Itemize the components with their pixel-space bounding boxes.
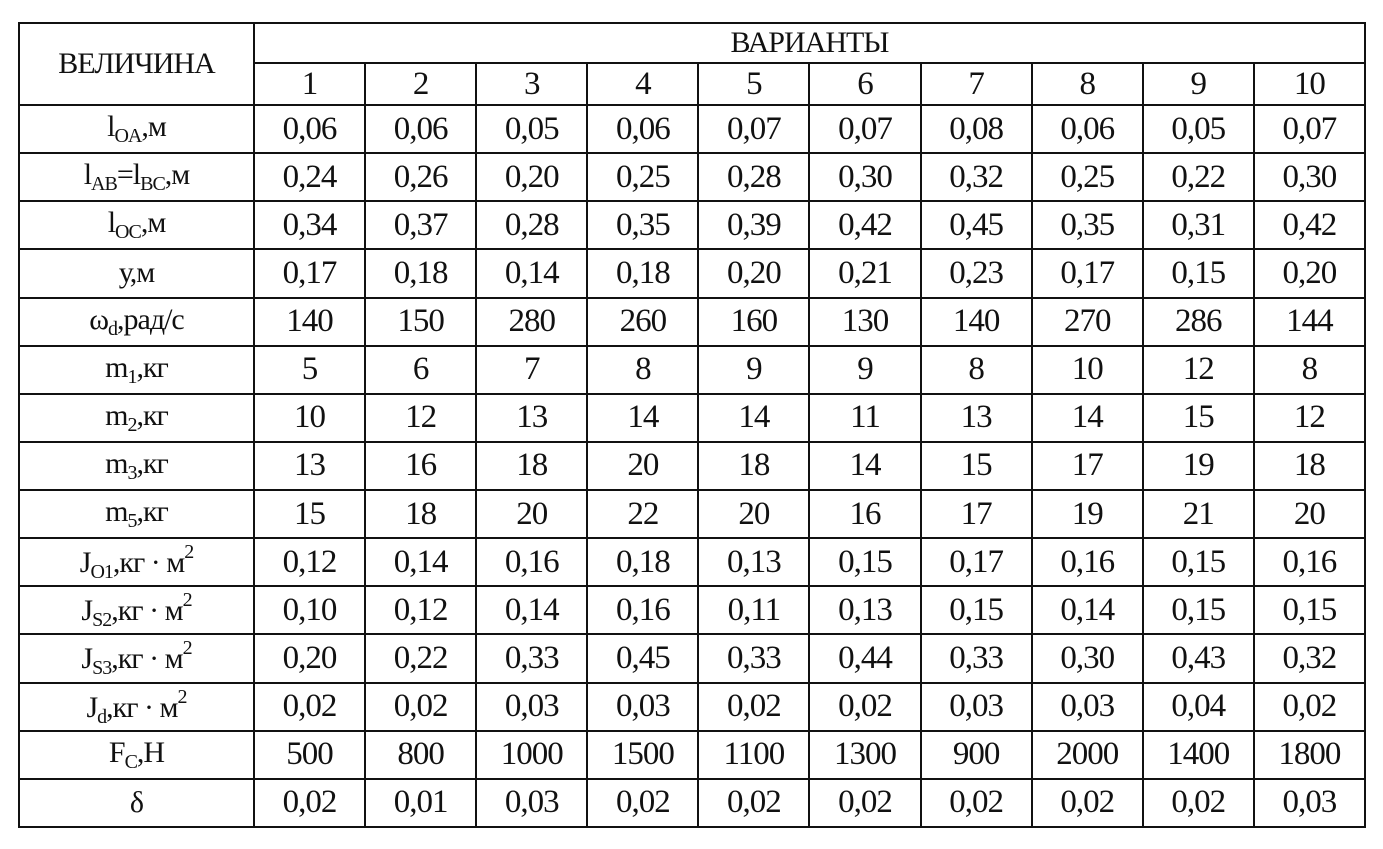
table-cell: 1300 [809,731,920,779]
table-body [19,105,1365,827]
row-label-base: J [86,690,98,724]
table-cell: 20 [587,442,698,490]
row-label-rest-2: ,м [164,158,190,192]
row-label-base: m [105,398,128,432]
variant-number-header: 3 [476,63,587,105]
table-cell: 0,32 [1254,634,1365,682]
table-cell: 13 [254,442,365,490]
variant-number-header: 4 [587,63,698,105]
table-cell: 0,33 [921,634,1032,682]
table-cell: 0,30 [809,153,920,201]
table-cell: 1100 [698,731,809,779]
variants-table [18,22,1366,828]
row-label-subscript: OC [115,221,141,244]
table-cell: 18 [476,442,587,490]
table-cell: 800 [365,731,476,779]
table-cell: 0,05 [1143,105,1254,153]
table-cell: 1800 [1254,731,1365,779]
row-label [19,490,254,538]
variants-table-sheet [18,22,1366,828]
table-cell: 14 [809,442,920,490]
row-label-subscript: C [124,750,137,773]
row-label-base: m [105,495,128,529]
row-label-rest: ,Н [136,735,165,769]
row-label-rest: ,кг · м [106,690,178,724]
row-label-superscript: 2 [182,589,192,612]
table-cell: 0,42 [1254,201,1365,249]
row-label-base: l [107,206,116,240]
row-label-rest: ,кг [136,446,168,480]
table-cell: 0,28 [698,153,809,201]
row-label-base: m [105,350,128,384]
table-cell: 0,15 [1143,538,1254,586]
table-row [19,201,1365,249]
table-cell: 0,18 [365,249,476,297]
row-label-rest: ,м [141,110,166,144]
row-label [19,683,254,731]
table-cell: 0,01 [365,779,476,827]
row-label-subscript: d [97,705,107,728]
table-cell: 19 [1143,442,1254,490]
table-cell: 0,14 [476,249,587,297]
table-cell: 0,21 [809,249,920,297]
table-cell: 16 [809,490,920,538]
table-row [19,249,1365,297]
table-cell: 14 [698,394,809,442]
table-cell: 0,02 [809,779,920,827]
table-cell: 0,13 [698,538,809,586]
table-cell: 15 [254,490,365,538]
table-cell: 19 [1032,490,1143,538]
table-row [19,538,1365,586]
row-label-rest: ,кг [136,495,168,529]
table-cell: 160 [698,298,809,346]
row-label-superscript: 2 [182,637,192,660]
table-cell: 0,30 [1032,634,1143,682]
table-cell: 0,02 [698,683,809,731]
row-label [19,394,254,442]
table-cell: 18 [1254,442,1365,490]
table-cell: 14 [587,394,698,442]
table-cell: 0,22 [365,634,476,682]
table-cell: 0,24 [254,153,365,201]
table-cell: 0,02 [1143,779,1254,827]
row-label-subscript: OA [114,125,142,148]
table-cell: 0,45 [921,201,1032,249]
table-cell: 0,02 [698,779,809,827]
row-label-rest: ,рад/с [117,302,184,336]
row-label-rest: ,кг · м [111,594,183,628]
table-cell: 900 [921,731,1032,779]
row-label-rest: ,кг · м [112,546,185,580]
row-label-subscript: 1 [127,365,137,388]
table-cell: 0,12 [365,586,476,634]
row-label-base: J [79,546,91,580]
table-cell: 0,03 [476,683,587,731]
table-cell: 0,06 [254,105,365,153]
header-row [19,23,1365,63]
table-cell: 0,08 [921,105,1032,153]
table-cell: 0,18 [587,538,698,586]
table-cell: 15 [921,442,1032,490]
table-cell: 20 [1254,490,1365,538]
table-cell: 1500 [587,731,698,779]
table-cell: 0,05 [476,105,587,153]
table-cell: 0,15 [1254,586,1365,634]
table-cell: 11 [809,394,920,442]
table-cell: 0,16 [587,586,698,634]
variant-number-header: 2 [365,63,476,105]
table-cell: 22 [587,490,698,538]
row-label-rest: ,кг · м [111,642,183,676]
table-cell: 8 [1254,346,1365,394]
table-cell: 0,33 [698,634,809,682]
table-cell: 140 [254,298,365,346]
table-cell: 9 [698,346,809,394]
table-cell: 144 [1254,298,1365,346]
table-cell: 2000 [1032,731,1143,779]
row-label-base: J [81,642,93,676]
table-row [19,634,1365,682]
table-cell: 0,14 [476,586,587,634]
variant-number-header: 5 [698,63,809,105]
table-cell: 0,23 [921,249,1032,297]
row-label [19,153,254,201]
row-label [19,298,254,346]
table-cell: 0,15 [1143,586,1254,634]
row-label [19,201,254,249]
table-cell: 0,25 [1032,153,1143,201]
table-cell: 0,10 [254,586,365,634]
table-cell: 0,42 [809,201,920,249]
variant-number-header: 10 [1254,63,1365,105]
table-cell: 0,44 [809,634,920,682]
table-cell: 16 [365,442,476,490]
row-label [19,538,254,586]
table-cell: 7 [476,346,587,394]
table-cell: 0,16 [1032,538,1143,586]
table-cell: 12 [1254,394,1365,442]
table-cell: 12 [1143,346,1254,394]
table-cell: 15 [1143,394,1254,442]
table-cell: 280 [476,298,587,346]
row-label [19,105,254,153]
row-label-base: δ [129,785,144,819]
quantity-column-header: ВЕЛИЧИНА [19,23,254,105]
table-cell: 6 [365,346,476,394]
table-cell: 5 [254,346,365,394]
table-cell: 0,07 [809,105,920,153]
table-cell: 0,16 [1254,538,1365,586]
table-cell: 0,02 [809,683,920,731]
table-cell: 0,31 [1143,201,1254,249]
table-row [19,683,1365,731]
table-cell: 500 [254,731,365,779]
table-cell: 0,18 [587,249,698,297]
row-label-subscript: d [108,317,117,340]
table-cell: 0,26 [365,153,476,201]
table-cell: 0,28 [476,201,587,249]
table-cell: 10 [1032,346,1143,394]
table-row [19,105,1365,153]
table-row [19,442,1365,490]
row-label-base: l [107,110,115,144]
row-label-subscript: S3 [92,657,112,680]
table-cell: 0,32 [921,153,1032,201]
variant-number-header: 9 [1143,63,1254,105]
variant-number-header: 8 [1032,63,1143,105]
table-cell: 0,33 [476,634,587,682]
table-cell: 0,07 [1254,105,1365,153]
table-cell: 0,14 [1032,586,1143,634]
table-cell: 8 [921,346,1032,394]
table-cell: 17 [1032,442,1143,490]
table-cell: 0,14 [365,538,476,586]
table-row [19,490,1365,538]
table-cell: 0,17 [1032,249,1143,297]
table-cell: 0,06 [365,105,476,153]
row-label-base: F [108,735,125,769]
table-cell: 20 [476,490,587,538]
table-row [19,153,1365,201]
table-cell: 18 [698,442,809,490]
table-cell: 20 [698,490,809,538]
table-cell: 286 [1143,298,1254,346]
table-row [19,731,1365,779]
table-cell: 0,35 [587,201,698,249]
table-cell: 12 [365,394,476,442]
table-cell: 140 [921,298,1032,346]
table-cell: 0,04 [1143,683,1254,731]
table-cell: 0,11 [698,586,809,634]
table-cell: 1400 [1143,731,1254,779]
table-cell: 0,15 [809,538,920,586]
table-cell: 0,16 [476,538,587,586]
table-cell: 9 [809,346,920,394]
row-label-base: ω [89,302,108,336]
table-cell: 13 [476,394,587,442]
row-label [19,249,254,297]
table-cell: 0,35 [1032,201,1143,249]
table-cell: 21 [1143,490,1254,538]
table-cell: 0,06 [587,105,698,153]
table-cell: 17 [921,490,1032,538]
table-cell: 0,03 [921,683,1032,731]
table-cell: 0,03 [1032,683,1143,731]
row-label-base: m [105,446,128,480]
table-cell: 150 [365,298,476,346]
table-cell: 0,13 [809,586,920,634]
table-cell: 0,03 [476,779,587,827]
row-label [19,346,254,394]
table-cell: 0,02 [921,779,1032,827]
variant-number-header: 6 [809,63,920,105]
row-label-subscript: 5 [127,510,137,533]
table-row [19,586,1365,634]
table-cell: 0,20 [476,153,587,201]
table-cell: 0,43 [1143,634,1254,682]
table-cell: 0,06 [1032,105,1143,153]
table-row [19,394,1365,442]
table-cell: 0,34 [254,201,365,249]
row-label-base: у,м [118,256,155,290]
row-label-subscript-2: BC [140,173,165,196]
table-cell: 0,17 [254,249,365,297]
table-cell: 0,07 [698,105,809,153]
table-cell: 0,02 [254,683,365,731]
row-label-subscript: S2 [92,609,112,632]
variant-number-header: 1 [254,63,365,105]
table-cell: 14 [1032,394,1143,442]
table-row [19,298,1365,346]
table-cell: 0,12 [254,538,365,586]
row-label-rest: ,кг [136,350,168,384]
table-cell: 0,02 [587,779,698,827]
row-label-subscript: O1 [90,561,113,584]
row-label-subscript: 2 [127,413,137,436]
table-cell: 260 [587,298,698,346]
table-cell: 0,20 [1254,249,1365,297]
row-label-rest: =l [116,158,141,192]
table-cell: 8 [587,346,698,394]
variant-number-header: 7 [921,63,1032,105]
row-label [19,586,254,634]
table-cell: 13 [921,394,1032,442]
table-cell: 0,45 [587,634,698,682]
table-cell: 10 [254,394,365,442]
table-cell: 0,15 [921,586,1032,634]
row-label-subscript: 3 [127,461,137,484]
row-label-rest: ,кг [136,398,168,432]
row-label [19,731,254,779]
row-label-superscript: 2 [184,541,194,564]
table-cell: 0,15 [1143,249,1254,297]
row-label [19,442,254,490]
row-label [19,634,254,682]
row-label-base: l [83,158,92,192]
table-cell: 0,22 [1143,153,1254,201]
row-label-superscript: 2 [177,685,187,708]
table-cell: 0,02 [254,779,365,827]
table-cell: 270 [1032,298,1143,346]
table-cell: 0,02 [1254,683,1365,731]
row-label-subscript: AB [91,173,117,196]
table-cell: 0,03 [587,683,698,731]
table-cell: 0,25 [587,153,698,201]
table-cell: 130 [809,298,920,346]
table-cell: 1000 [476,731,587,779]
table-cell: 0,02 [365,683,476,731]
variants-group-header: ВАРИАНТЫ [254,23,1365,63]
table-cell: 0,30 [1254,153,1365,201]
table-cell: 18 [365,490,476,538]
table-cell: 0,39 [698,201,809,249]
table-cell: 0,17 [921,538,1032,586]
table-row [19,779,1365,827]
table-cell: 0,37 [365,201,476,249]
table-cell: 0,20 [698,249,809,297]
table-cell: 0,02 [1032,779,1143,827]
row-label-rest: ,м [140,206,166,240]
table-cell: 0,03 [1254,779,1365,827]
row-label [19,779,254,827]
row-label-base: J [81,594,93,628]
table-row [19,346,1365,394]
table-cell: 0,20 [254,634,365,682]
